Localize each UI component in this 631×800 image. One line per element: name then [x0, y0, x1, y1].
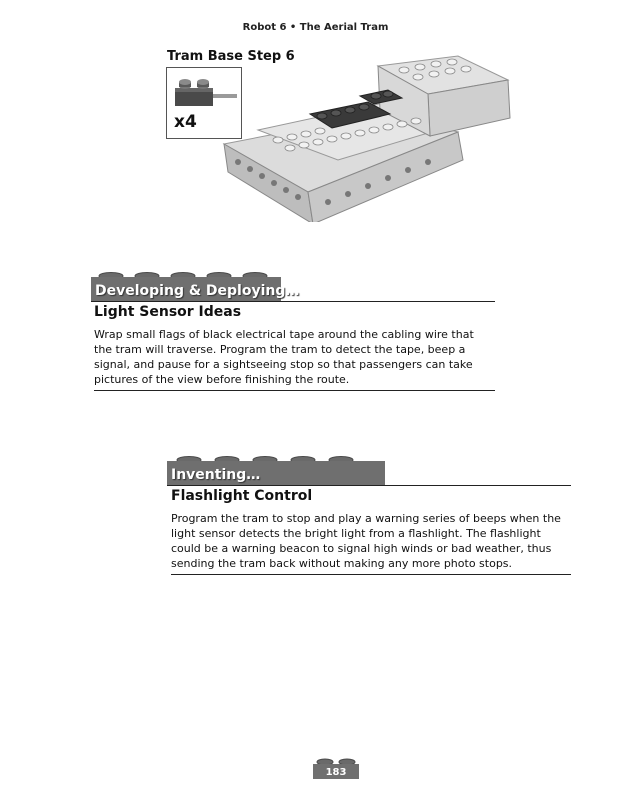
banner-label: Inventing…: [171, 467, 261, 483]
inventing-banner: [167, 455, 385, 485]
section-title: Flashlight Control: [171, 488, 313, 504]
page-number: 183: [325, 767, 347, 778]
step-title: Tram Base Step 6: [167, 49, 295, 64]
rule: [91, 301, 495, 302]
parts-count: x4: [174, 112, 197, 132]
page-number-badge: [313, 757, 359, 783]
running-head: Robot 6 • The Aerial Tram: [242, 22, 389, 33]
section-title: Light Sensor Ideas: [94, 304, 242, 320]
rule: [167, 485, 571, 486]
rule: [94, 390, 495, 391]
section-body: Program the tram to stop and play a warning series of beeps when the light sensor detects the bright light from a flashlight. The flashlight could be a warning beacon to signal high winds or bad weather, thus sending the tram back without making any more photo stops.: [171, 512, 561, 570]
rule: [171, 574, 571, 575]
section-body: Wrap small flags of black electrical tape around the cabling wire that the tram will traverse. Program the tram to detect the tape, beep a signal, and pause for a sightseeing stop so that passengers can take pictures of the view before finishing the route.: [94, 328, 474, 386]
tram-base-image: [218, 52, 518, 226]
banner-label: Developing & Deploying…: [95, 283, 300, 299]
developing-banner: [91, 271, 300, 301]
